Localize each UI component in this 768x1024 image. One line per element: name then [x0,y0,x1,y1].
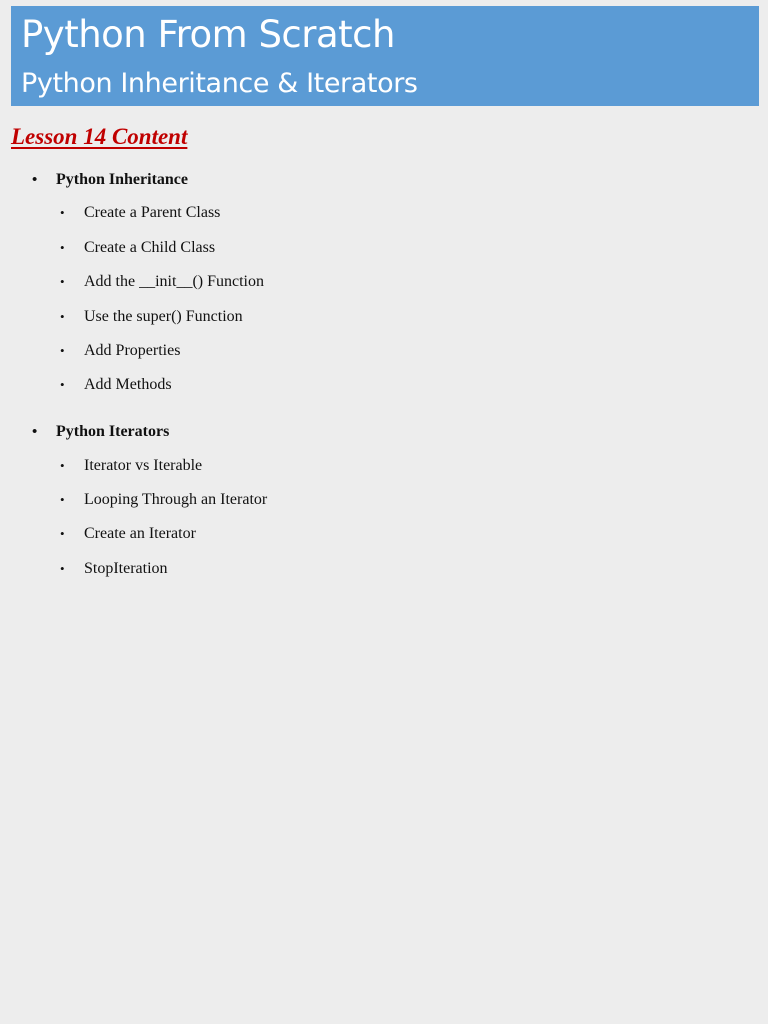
list-item-text: Create a Child Class [84,239,216,256]
section-title-row [32,421,169,443]
bullet-icon: • [60,205,65,220]
section-title-row [32,169,188,191]
page-subtitle: Python Inheritance & Iterators [21,68,418,99]
bullet-icon: • [32,172,38,188]
list-item [60,237,215,259]
bullet-icon: • [60,561,65,576]
list-item-text: Looping Through an Iterator [84,491,268,508]
list-item [60,455,202,477]
bullet-icon: • [60,343,65,358]
lesson-heading: Lesson 14 Content [11,124,188,149]
list-item [60,340,180,362]
list-item-text: Add the __init__() Function [84,273,264,290]
list-item [60,271,264,293]
bullet-icon: • [60,240,65,255]
page-title: Python From Scratch [21,13,395,56]
bullet-icon: • [60,274,65,289]
list-item-text: Create an Iterator [84,525,196,542]
list-item [60,558,168,580]
header-banner [11,6,759,106]
list-item-text: Use the super() Function [84,308,243,325]
list-item [60,523,196,545]
list-item-text: Add Properties [84,342,181,359]
list-item-text: Create a Parent Class [84,204,221,221]
bullet-icon: • [60,458,65,473]
section-title: Python Iterators [56,423,170,440]
section-title: Python Inheritance [56,171,188,188]
list-item [60,489,267,511]
bullet-icon: • [60,377,65,392]
bullet-icon: • [60,526,65,541]
list-item-text: Iterator vs Iterable [84,457,203,474]
list-item-text: StopIteration [84,560,168,577]
bullet-icon: • [60,492,65,507]
bullet-icon: • [60,309,65,324]
list-item-text: Add Methods [84,376,172,393]
bullet-icon: • [32,424,38,440]
list-item [60,306,243,328]
list-item [60,374,172,396]
list-item [60,202,220,224]
